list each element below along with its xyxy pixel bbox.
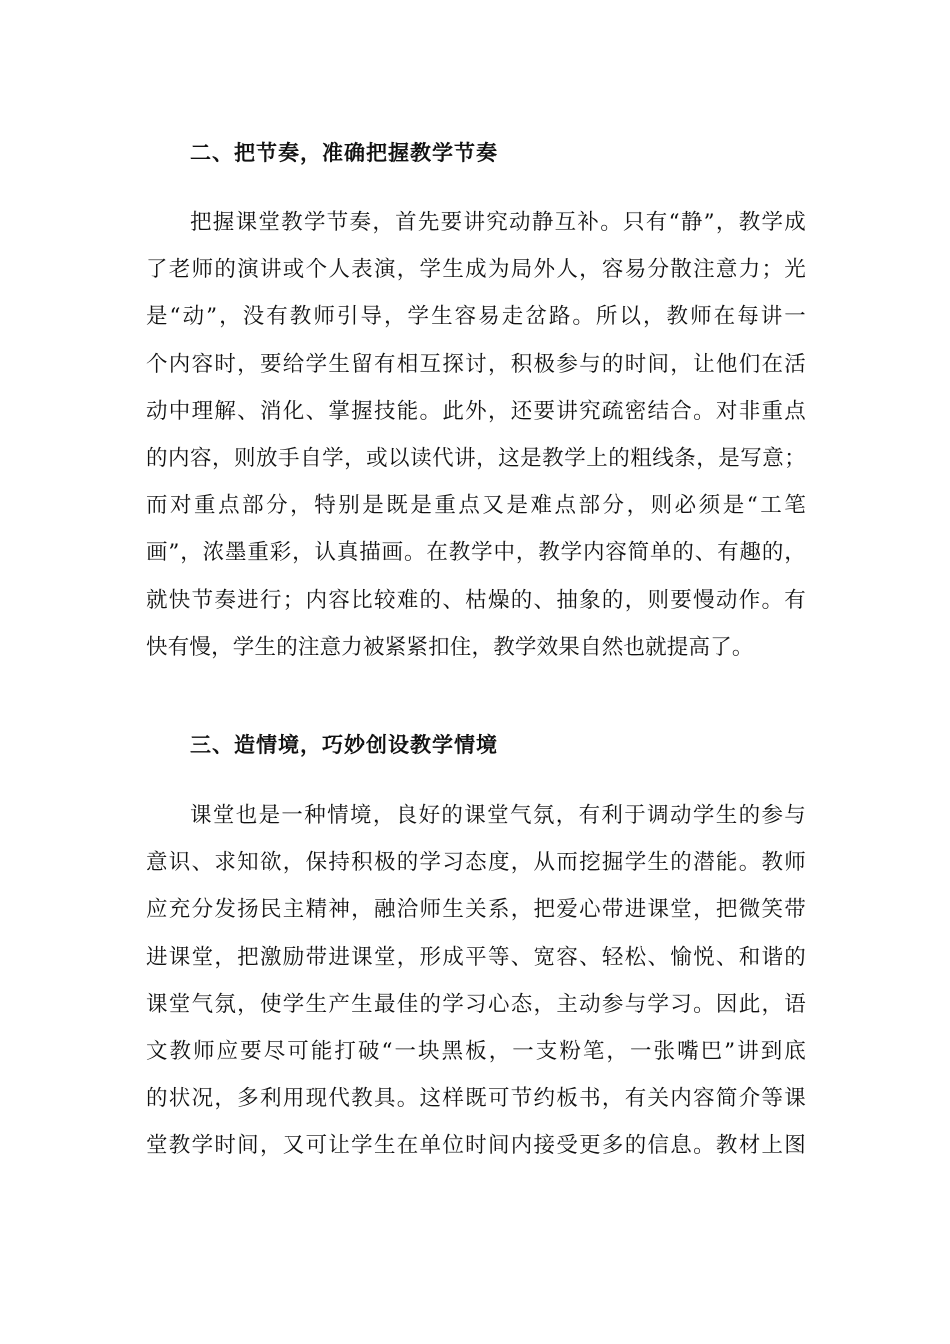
paragraph-context [146,800,806,1178]
section-heading-context: 三、造情境，巧妙创设教学情境 [190,732,498,757]
paragraph-line: 快有慢，学生的注意力被紧紧扣住，教学效果自然也就提高了。 [146,634,754,660]
paragraph-line: 个内容时，要给学生留有相互探讨，积极参与的时间，让他们在活 [146,351,806,377]
paragraph-line: 而对重点部分，特别是既是重点又是难点部分，则必须是“工笔 [146,493,806,519]
paragraph-line: 课堂气氛，使学生产生最佳的学习心态，主动参与学习。因此，语 [146,991,806,1017]
paragraph-line: 意识、求知欲，保持积极的学习态度，从而挖掘学生的潜能。教师 [146,850,806,876]
paragraph-rhythm [146,207,806,679]
paragraph-line: 了老师的演讲或个人表演，学生成为局外人，容易分散注意力；光 [146,257,806,283]
paragraph-line: 应充分发扬民主精神，融洽师生关系，把爱心带进课堂，把微笑带 [146,897,806,923]
paragraph-line: 课堂也是一种情境，良好的课堂气氛，有利于调动学生的参与 [190,803,806,828]
paragraph-line: 堂教学时间，又可让学生在单位时间内接受更多的信息。教材上图 [146,1133,806,1159]
paragraph-line: 的状况，多利用现代教具。这样既可节约板书，有关内容简介等课 [146,1086,806,1112]
paragraph-line: 动中理解、消化、掌握技能。此外，还要讲究疏密结合。对非重点 [146,398,806,424]
paragraph-line: 进课堂，把激励带进课堂，形成平等、宽容、轻松、愉悦、和谐的 [146,944,806,970]
paragraph-line: 就快节奏进行；内容比较难的、枯燥的、抽象的，则要慢动作。有 [146,587,806,613]
paragraph-line: 文教师应要尽可能打破“一块黑板，一支粉笔，一张嘴巴”讲到底 [146,1038,806,1064]
paragraph-line: 是“动”，没有教师引导，学生容易走岔路。所以，教师在每讲一 [146,304,806,330]
paragraph-line: 把握课堂教学节奏，首先要讲究动静互补。只有“静”，教学成 [190,210,806,235]
paragraph-line: 的内容，则放手自学，或以读代讲，这是教学上的粗线条，是写意； [146,445,806,471]
paragraph-line: 画”，浓墨重彩，认真描画。在教学中，教学内容简单的、有趣的， [146,540,806,566]
section-heading-rhythm: 二、把节奏，准确把握教学节奏 [190,140,498,165]
